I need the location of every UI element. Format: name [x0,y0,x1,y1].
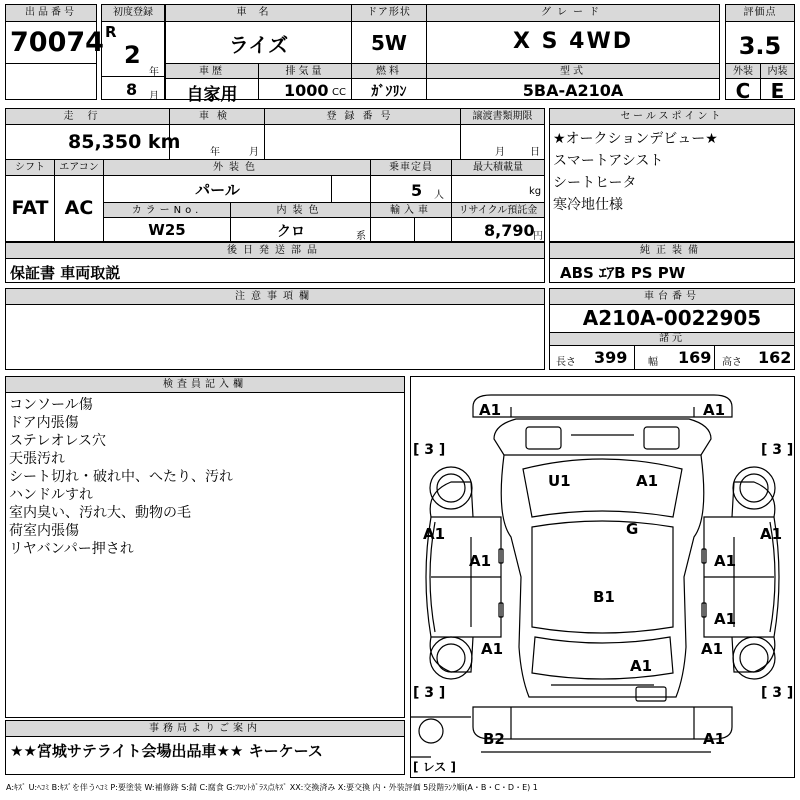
ext-color-label: 外装色 [104,160,370,176]
tire-rear-left: [ 3 ] [413,685,446,701]
mileage-label: 走行 [6,109,169,125]
exterior-grade: C [735,79,751,103]
ext-color: パール [195,181,240,199]
damage-rear-quarter-left: A1 [481,640,504,658]
chassis-label: 車台番号 [550,289,794,305]
damage-front-bumper-left: A1 [479,401,502,419]
inspector-line: ハンドルすれ [9,487,93,503]
grade-label: グレード [427,5,719,22]
height: 162 [758,348,792,367]
recycle: 8,790 [484,221,535,240]
inspector-line: ステレオレス穴 [9,433,107,449]
inspector-line: 荷室内張傷 [9,523,79,539]
legend: A:ｷｽﾞ U:ﾍｺﾐ B:ｷｽﾞを伴うﾍｺﾐ P:要塗装 W:補修跡 S:錆 C:腐食 G:ﾌﾛﾝﾄｶﾞﾗｽ点ｷｽﾞ XX:交換済み X:要交換 内・外装評価 5段階ﾗﾝｸ順(A・B・C・D・E) 1 [6,783,538,792]
transfer-label: 譲渡書類期限 [461,109,544,125]
width: 169 [678,348,712,367]
later-parts-label: 後日発送部品 [6,243,544,259]
car-box [165,4,720,105]
car-name: ライズ [228,33,289,57]
damage-rear-glass: A1 [630,657,653,675]
inspection-label: 車検 [170,109,264,125]
month-number: 8 [126,80,138,99]
damage-front-door-left: A1 [469,552,492,570]
length: 399 [594,348,628,367]
ac-label: エアコン [55,160,103,176]
damage-front-bumper-right: A1 [703,401,726,419]
inspector-line: 室内臭い、汚れ大、動物の毛 [9,505,191,521]
exterior-label: 外装 [726,64,760,79]
mileage: 85,350 km [68,131,181,153]
import-label: 輸入車 [371,203,451,218]
chassis-box [549,288,795,370]
inspector-line: ドア内張傷 [9,415,79,431]
capacity-unit: 人 [434,190,444,201]
grade: X S 4WD [513,29,633,54]
later-parts-box [5,242,545,283]
damage-roof: B1 [593,588,615,606]
sales-points-label: セールスポイント [550,109,794,125]
door-type: 5W [371,31,407,55]
int-color-unit: 系 [356,231,366,242]
inspector-line: シート切れ・破れ中、へたり、汚れ [9,469,233,485]
later-parts-value: 保証書 車両取説 [10,264,121,282]
capacity-label: 乗車定員 [371,160,451,176]
tire-front-left: [ 3 ] [413,442,446,458]
displacement-unit: CC [332,87,346,98]
shift: FAT [11,197,49,219]
model: 5BA-A210A [522,81,624,100]
score-label: 評価点 [726,5,794,22]
history-label: 車歴 [166,64,258,79]
car-name-label: 車名 [166,5,351,22]
fuel-label: 燃料 [352,64,426,79]
notes-label: 注意事項欄 [6,289,544,305]
tire-rear-right: [ 3 ] [761,685,794,701]
transfer-day-unit: 日 [530,147,540,158]
year-unit: 年 [149,67,159,78]
tire-front-right: [ 3 ] [761,442,794,458]
inspector-line: リヤバンパー押され [9,541,134,557]
lot-label: 出品番号 [6,5,96,22]
interior-grade: E [770,79,785,103]
damage-front-fender-right: A1 [760,525,783,543]
info-block [5,108,545,242]
displacement: 1000 [284,81,329,100]
damage-rear-bumper-right: A1 [703,730,726,748]
equipment-value: ABS ｴｱB PS PW [560,264,686,282]
sales-point-item: ★オークションデビュー★ [553,131,718,147]
shift-label: シフト [6,160,54,176]
inspection-year-unit: 年 [210,147,220,158]
era: R [105,23,117,41]
inspector-line: 天張汚れ [9,451,65,467]
model-label: 型式 [427,64,719,79]
color-no-label: カラーNo. [104,203,230,218]
recycle-label: リサイクル預託金 [452,203,544,218]
month-unit: 月 [149,91,159,102]
lot-number: 70074 [10,27,104,58]
height-label: 高さ [722,357,742,368]
score: 3.5 [738,32,782,60]
lot-box [5,4,104,100]
reg-number-label: 登録番号 [265,109,460,125]
spare-tire-label: [ レス ] [413,760,456,774]
damage-front-fender-left: A1 [423,525,446,543]
max-load-label: 最大積載量 [452,160,544,176]
damage-windshield-left: U1 [548,472,571,490]
equipment-label: 純正装備 [550,243,794,259]
inspection-month-unit: 月 [249,147,259,158]
inspector-box [5,376,405,718]
damage-rear-quarter-right: A1 [701,640,724,658]
recycle-unit: 円 [533,231,543,242]
sales-points-box [549,108,795,242]
year-number: 2 [124,41,141,69]
door-label: ドア形状 [352,5,426,22]
car-outline-icon [411,377,794,777]
notes-box [5,288,545,370]
damage-rear-bumper-left: B2 [483,730,505,748]
sales-point-item: スマートアシスト [553,153,664,169]
interior-label: 内装 [761,64,794,79]
int-color-label: 内装色 [231,203,370,218]
chassis-number: A210A-0022905 [582,306,762,330]
office-box [5,720,405,775]
color-no: W25 [148,221,186,239]
office-value: ★★宮城サテライト会場出品車★★ キーケース [10,742,323,760]
score-box [725,4,795,103]
length-label: 長さ [556,357,576,368]
equipment-box [549,242,795,283]
office-label: 事務局よりご案内 [6,721,404,737]
ac: AC [64,197,94,219]
history: 自家用 [186,85,238,105]
sales-point-item: シートヒータ [553,175,637,191]
fuel: ｶﾞｿﾘﾝ [371,84,407,100]
inspector-line: コンソール傷 [9,397,93,413]
damage-windshield-right: A1 [636,472,659,490]
specs-label: 諸元 [550,333,794,346]
first-registration-box [101,4,165,100]
sales-point-item: 寒冷地仕様 [553,197,623,213]
max-load-unit: kg [529,186,542,197]
damage-front-door-right: A1 [714,552,737,570]
width-label: 幅 [648,357,658,368]
int-color: クロ [277,224,305,240]
first-reg-label: 初度登録 [102,5,164,22]
damage-rear-door-right: A1 [714,610,737,628]
inspector-label: 検査員記入欄 [6,377,404,393]
damage-glass: G [626,520,639,538]
displacement-label: 排気量 [259,64,351,79]
damage-diagram [410,376,795,778]
capacity: 5 [411,181,423,200]
transfer-month-unit: 月 [495,147,505,158]
